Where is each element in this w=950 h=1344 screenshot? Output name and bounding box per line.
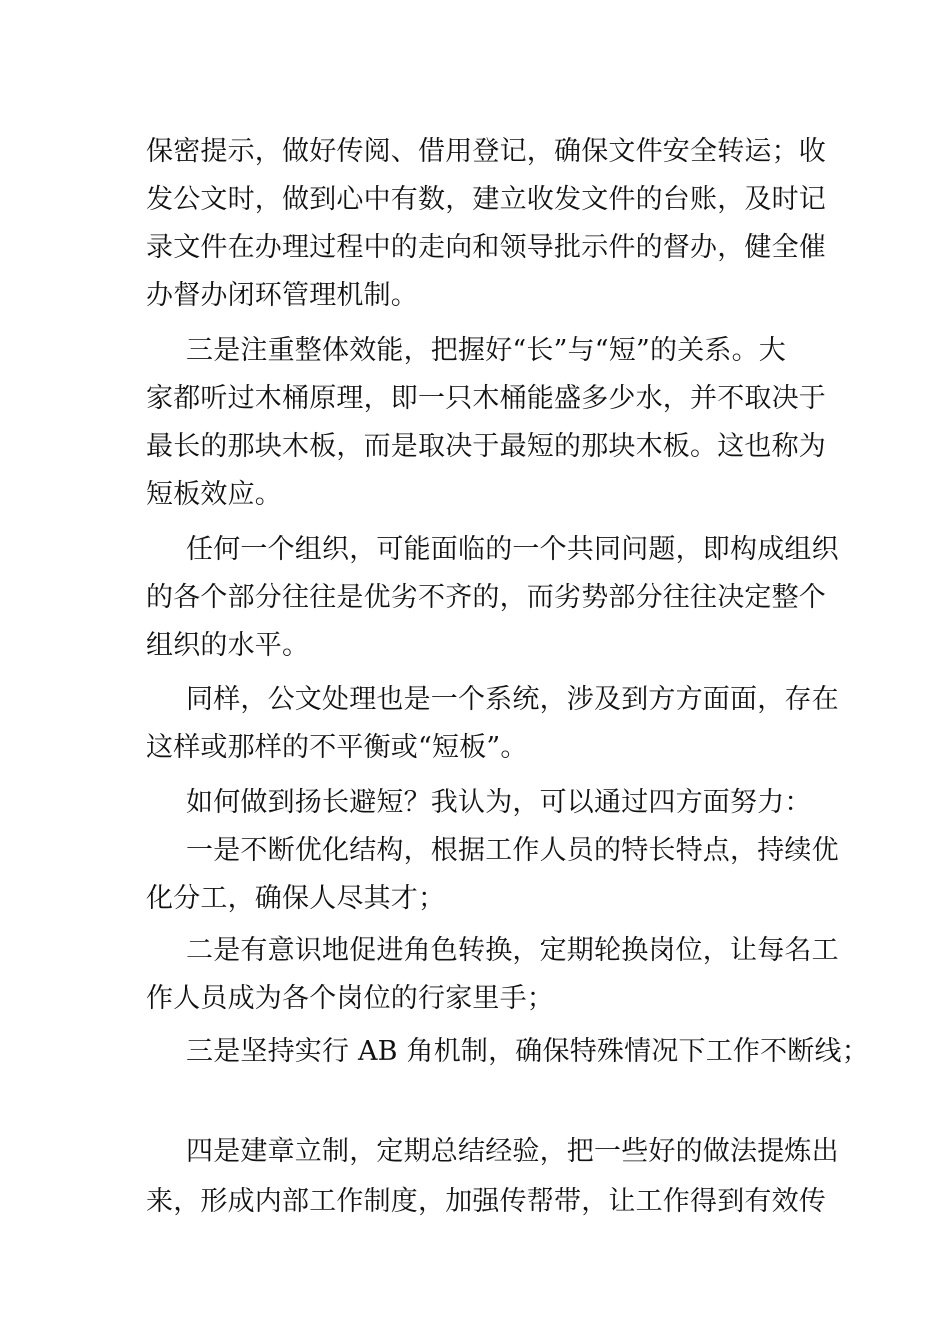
text-line-4: 办督办闭环管理机制。 bbox=[146, 280, 418, 311]
text-line-3: 录文件在办理过程中的走向和领导批示件的督办，健全催 bbox=[146, 232, 826, 263]
text-line-7: 最长的那块木板，而是取决于最短的那块木板。这也称为 bbox=[146, 431, 826, 462]
text-line-11: 组织的水平。 bbox=[146, 630, 310, 661]
text-line-14: 如何做到扬长避短？我认为，可以通过四方面努力： bbox=[186, 787, 812, 818]
text-line-9: 任何一个组织，可能面临的一个共同问题，即构成组织 bbox=[186, 534, 839, 565]
text-line-19: 三是坚持实行 AB 角机制，确保特殊情况下工作不断线； bbox=[186, 1036, 869, 1067]
text-line-18: 作人员成为各个岗位的行家里手； bbox=[146, 983, 554, 1014]
text-line-2: 发公文时，做到心中有数，建立收发文件的台账，及时记 bbox=[146, 184, 826, 215]
text-line-15: 一是不断优化结构，根据工作人员的特长特点，持续优 bbox=[186, 835, 839, 866]
text-line-13: 这样或那样的不平衡或“短板”。 bbox=[146, 732, 528, 763]
text-line-16: 化分工，确保人尽其才； bbox=[146, 883, 446, 914]
text-line-8: 短板效应。 bbox=[146, 479, 282, 510]
text-line-10: 的各个部分往往是优劣不齐的，而劣势部分往往决定整个 bbox=[146, 582, 826, 613]
text-line-12: 同样，公文处理也是一个系统，涉及到方方面面，存在 bbox=[186, 684, 839, 715]
text-line-20: 四是建章立制，定期总结经验，把一些好的做法提炼出 bbox=[186, 1136, 839, 1167]
text-line-6: 家都听过木桶原理，即一只木桶能盛多少水，并不取决于 bbox=[146, 383, 826, 414]
text-line-21: 来，形成内部工作制度，加强传帮带，让工作得到有效传 bbox=[146, 1186, 826, 1217]
text-line-17: 二是有意识地促进角色转换，定期轮换岗位，让每名工 bbox=[186, 935, 839, 966]
text-line-1: 保密提示，做好传阅、借用登记，确保文件安全转运；收 bbox=[146, 136, 826, 167]
text-line-5: 三是注重整体效能，把握好“长”与“短”的关系。大 bbox=[186, 335, 787, 366]
